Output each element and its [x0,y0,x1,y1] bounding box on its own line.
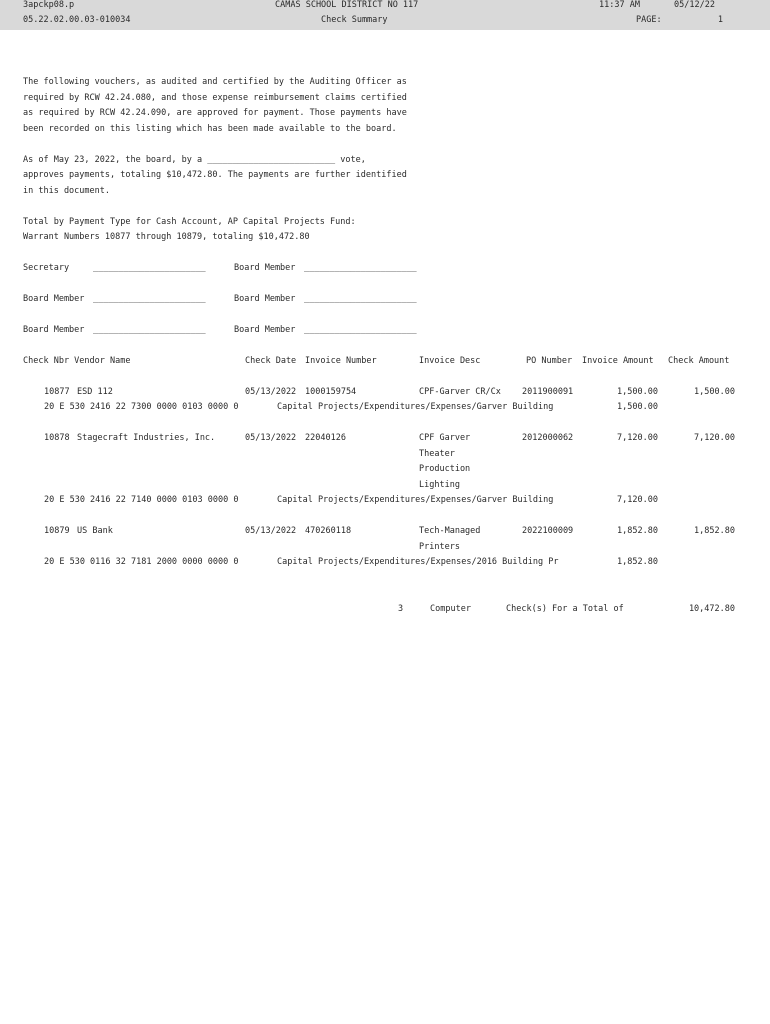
signature-line: ______________________ [304,325,417,335]
signature-line: ______________________ [304,263,417,273]
intro-line: required by RCW 42.24.080, and those expense reimbursement claims certified [23,93,407,103]
check-amount: 1,500.00 [694,387,735,397]
invoice-desc: Printers [419,542,460,552]
approval-line: As of May 23, 2022, the board, by a _________________________ vote, [23,155,366,165]
po-number: 2012000062 [522,433,574,443]
signature-line: ______________________ [93,263,206,273]
invoice-number: 470260118 [305,526,352,536]
totals-note-line: Total by Payment Type for Cash Account, AP Capital Projects Fund: [23,217,356,227]
account-amount: 7,120.00 [617,495,658,505]
check-number: 10879 [44,526,70,536]
account-code: 20 E 530 2416 22 7140 0000 0103 0000 0 [44,495,239,505]
invoice-desc: Theater [419,449,455,459]
vendor-name: ESD 112 [77,387,113,397]
intro-line: as required by RCW 42.24.090, are approved for payment. Those payments have [23,108,407,118]
summary-payment-type: Computer [430,604,471,614]
account-desc: Capital Projects/Expenditures/Expenses/Garver Building [277,402,554,412]
account-amount: 1,852.80 [617,557,658,567]
district-name: CAMAS SCHOOL DISTRICT NO 117 [275,0,419,10]
summary-count: 3 [398,604,404,614]
check-date: 05/13/2022 [245,526,297,536]
invoice-desc: CPF Garver [419,433,471,443]
summary-total: 10,472.80 [688,604,735,614]
signature-label: Board Member [23,294,85,304]
intro-line: The following vouchers, as audited and certified by the Auditing Officer as [23,77,407,87]
column-header-po-number: PO Number [526,356,573,366]
signature-label: Board Member [23,325,85,335]
version-id: 05.22.02.00.03-010034 [23,15,131,25]
intro-line: been recorded on this listing which has been made available to the board. [23,124,397,134]
program-id: 3apckp08.p [23,0,75,10]
invoice-number: 22040126 [305,433,346,443]
column-header-invoice-amount: Invoice Amount [582,356,654,366]
vendor-name: Stagecraft Industries, Inc. [77,433,216,443]
report-date: 05/12/22 [674,0,715,10]
column-header-check-date: Check Date [245,356,297,366]
invoice-amount: 1,500.00 [617,387,658,397]
vendor-name: US Bank [77,526,113,536]
approval-line: in this document. [23,186,110,196]
report-title: Check Summary [321,15,388,25]
check-date: 05/13/2022 [245,433,297,443]
signature-line: ______________________ [93,325,206,335]
check-date: 05/13/2022 [245,387,297,397]
invoice-desc: Lighting [419,480,460,490]
check-amount: 1,852.80 [694,526,735,536]
approval-line: approves payments, totaling $10,472.80. The payments are further identified [23,170,407,180]
invoice-desc: Tech-Managed [419,526,481,536]
invoice-number: 1000159754 [305,387,357,397]
invoice-desc: Production [419,464,471,474]
account-desc: Capital Projects/Expenditures/Expenses/Garver Building [277,495,554,505]
signature-label: Board Member [234,325,296,335]
signature-label: Board Member [234,263,296,273]
check-number: 10877 [44,387,70,397]
invoice-amount: 1,852.80 [617,526,658,536]
signature-label: Board Member [234,294,296,304]
po-number: 2022100009 [522,526,574,536]
po-number: 2011900091 [522,387,574,397]
account-amount: 1,500.00 [617,402,658,412]
summary-label: Check(s) For a Total of [506,604,624,614]
totals-note-line: Warrant Numbers 10877 through 10879, totaling $10,472.80 [23,232,310,242]
signature-line: ______________________ [93,294,206,304]
invoice-desc: CPF-Garver CR/Cx [419,387,501,397]
check-number: 10878 [44,433,70,443]
page-number: 1 [717,15,723,25]
signature-label: Secretary [23,263,70,273]
account-desc: Capital Projects/Expenditures/Expenses/2016 Building Pr [277,557,559,567]
page-label: PAGE: [636,15,662,25]
column-header-invoice-desc: Invoice Desc [419,356,481,366]
signature-line: ______________________ [304,294,417,304]
account-code: 20 E 530 0116 32 7181 2000 0000 0000 0 [44,557,239,567]
check-amount: 7,120.00 [694,433,735,443]
report-time: 11:37 AM [599,0,640,10]
column-header-check-amount: Check Amount [668,356,730,366]
invoice-amount: 7,120.00 [617,433,658,443]
account-code: 20 E 530 2416 22 7300 0000 0103 0000 0 [44,402,239,412]
column-header-check-vendor: Check Nbr Vendor Name [23,356,131,366]
column-header-invoice-number: Invoice Number [305,356,377,366]
